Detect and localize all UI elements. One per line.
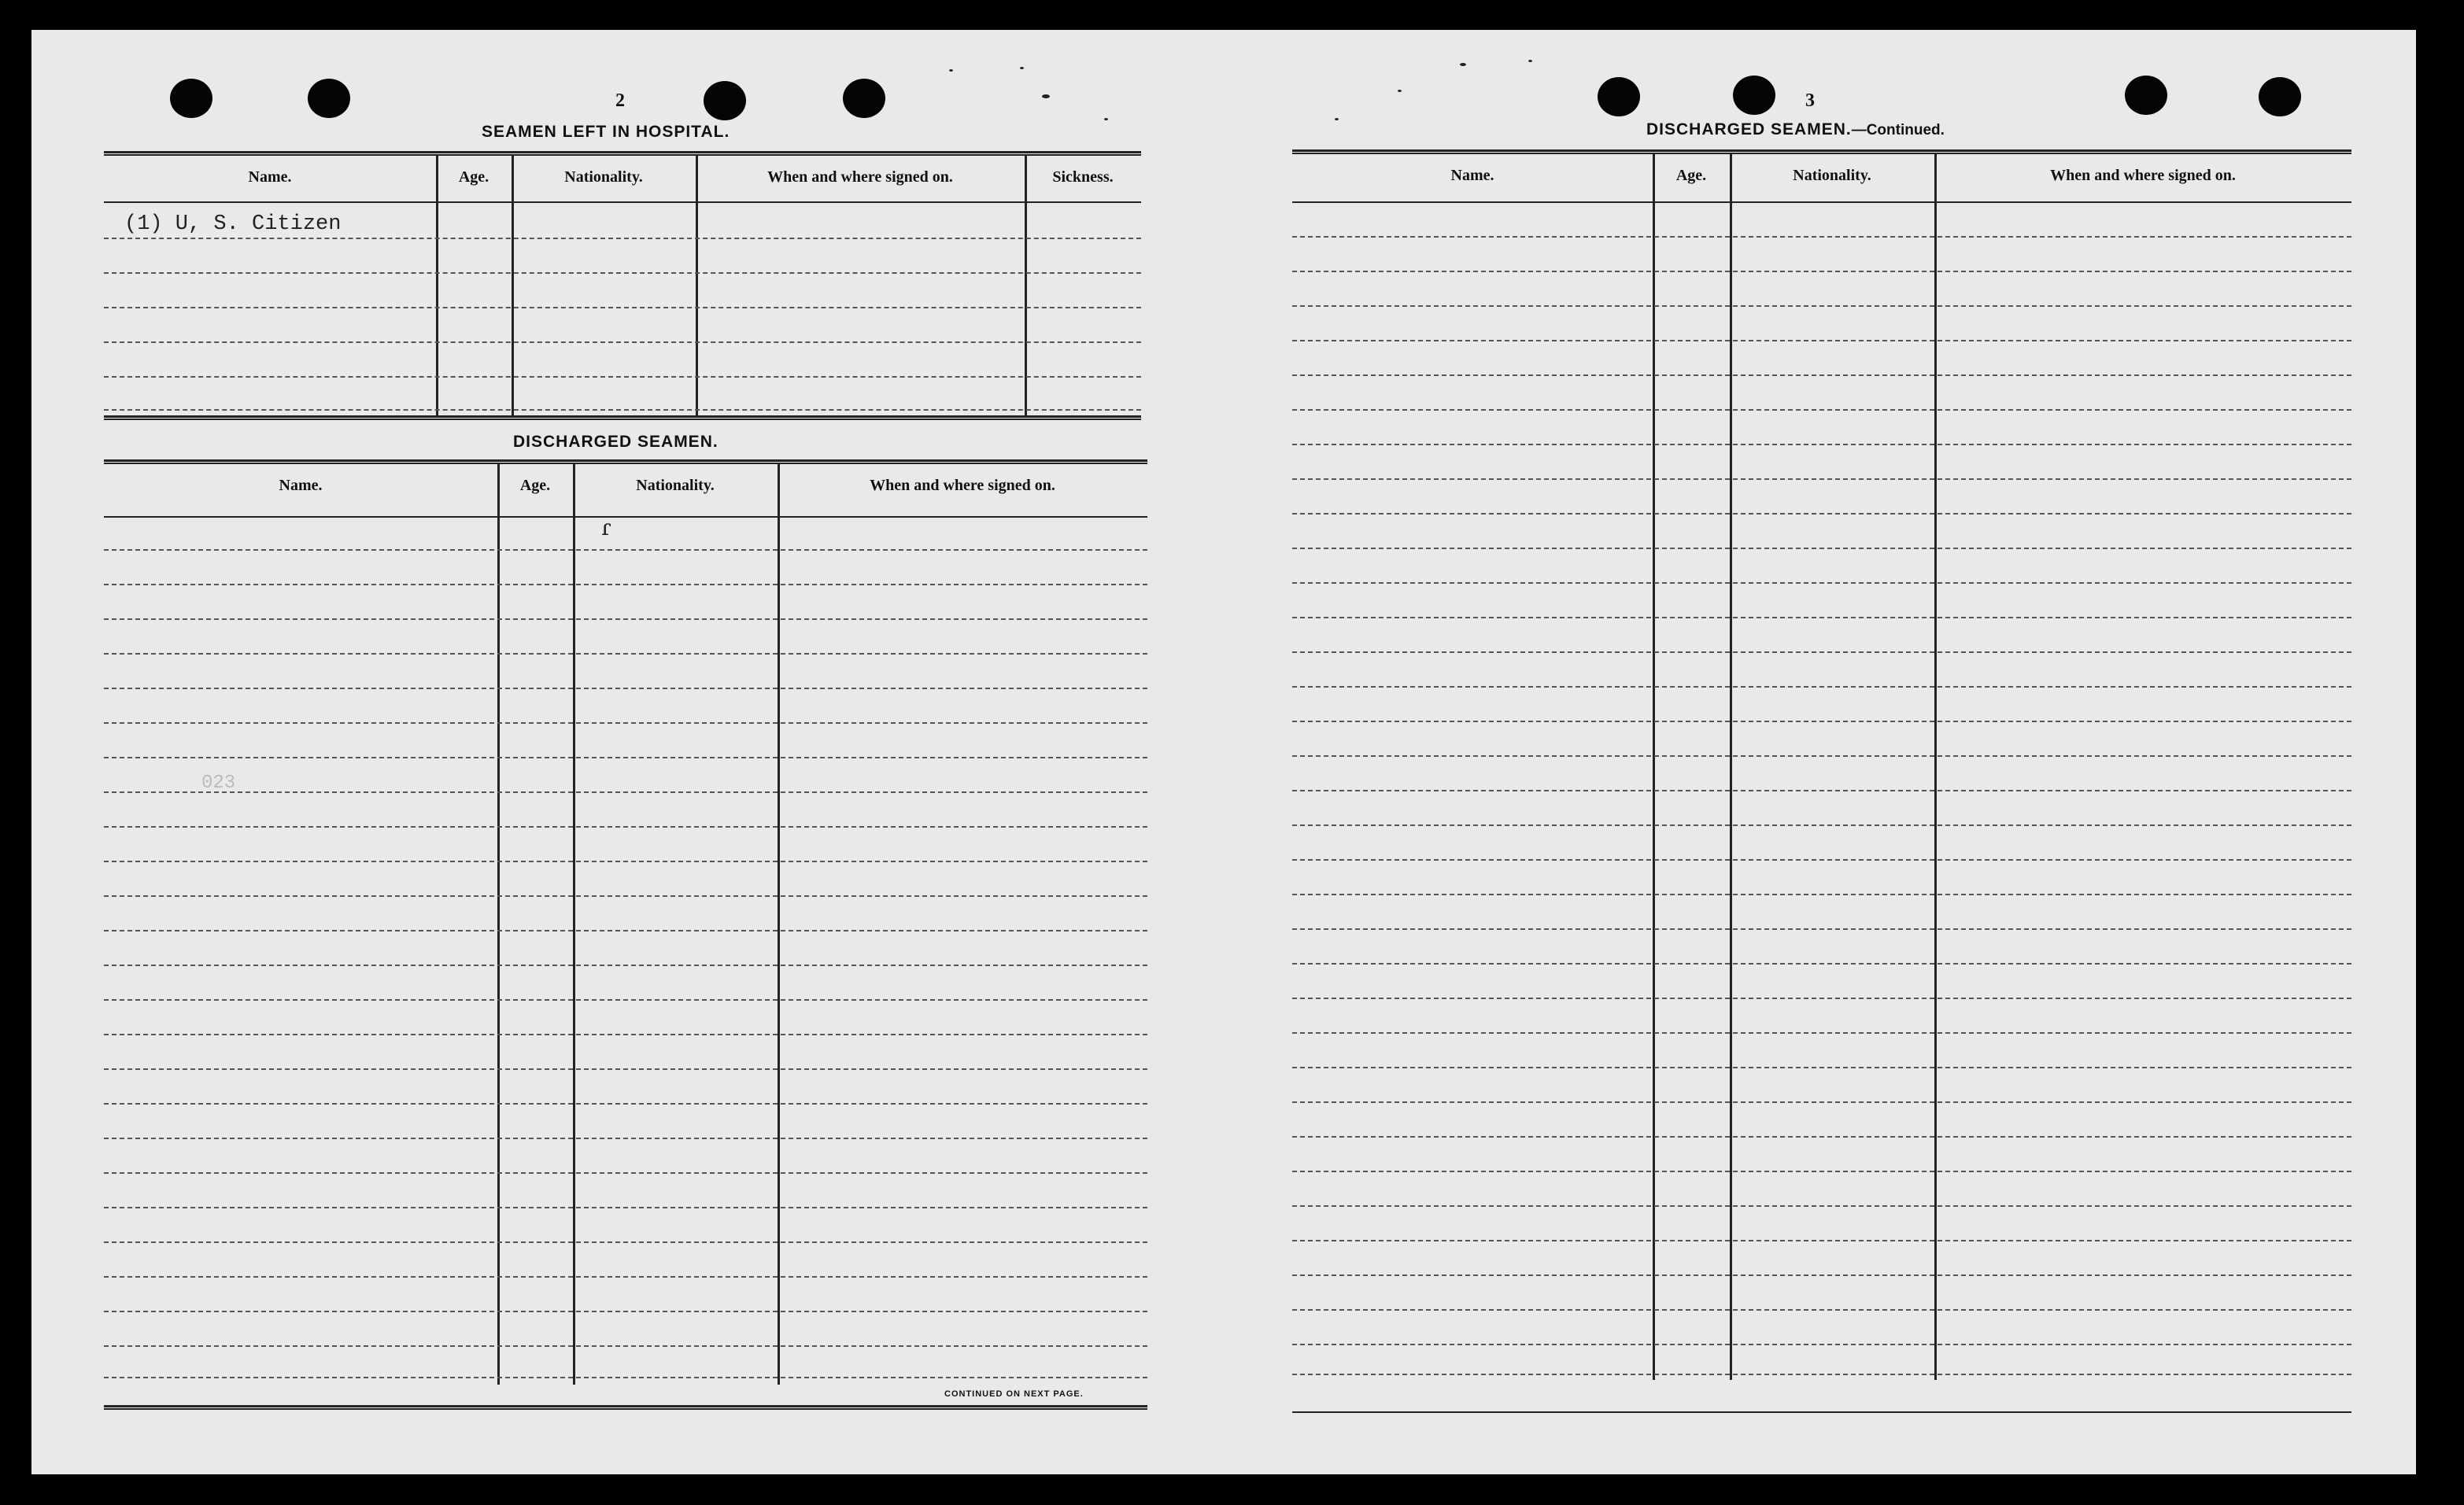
column-header-when-where: When and where signed on.: [2050, 167, 2236, 184]
punch-hole: [2125, 76, 2167, 115]
page-number-left: 2: [615, 90, 625, 111]
column-header-name: Name.: [279, 477, 323, 494]
column-header-age: Age.: [1675, 167, 1707, 184]
hospital-entry-name: (1) U, S. Citizen: [124, 212, 342, 236]
continued-footer: CONTINUED ON NEXT PAGE.: [944, 1389, 1084, 1399]
discharged-table-left: [104, 459, 1147, 1424]
discharged-continued-title-suffix: —Continued.: [1851, 122, 1945, 138]
discharged-continued-title-main: DISCHARGED SEAMEN.: [1646, 120, 1852, 138]
speck: [1528, 60, 1532, 62]
column-header-name: Name.: [248, 168, 292, 186]
discharged-table-right: [1292, 149, 2351, 1426]
speck: [1020, 67, 1024, 69]
column-header-nationality: Nationality.: [564, 168, 643, 186]
punch-hole: [843, 79, 885, 118]
punch-hole: [1733, 76, 1775, 115]
punch-hole: [1598, 77, 1640, 116]
hospital-section-title: SEAMEN LEFT IN HOSPITAL.: [482, 123, 730, 141]
speck: [1460, 63, 1466, 66]
column-header-sickness: Sickness.: [1052, 168, 1114, 186]
punch-hole: [308, 79, 350, 118]
discharged-section-title: DISCHARGED SEAMEN.: [513, 433, 719, 451]
document-sheet: [31, 30, 2416, 1474]
speck: [949, 69, 953, 72]
hospital-table: [104, 151, 1141, 455]
speck: [1398, 90, 1402, 92]
column-header-age: Age.: [519, 477, 551, 494]
column-header-when-where: When and where signed on.: [870, 477, 1055, 494]
handwritten-mark: ɾ: [601, 515, 611, 540]
column-header-name: Name.: [1450, 167, 1494, 184]
column-header-when-where: When and where signed on.: [767, 168, 953, 186]
discharged-continued-title: [1646, 120, 1945, 139]
speck: [1042, 94, 1050, 98]
faint-stamp: 023: [201, 773, 236, 794]
speck: [1335, 118, 1339, 120]
column-header-nationality: Nationality.: [1793, 167, 1871, 184]
page-number-right: 3: [1805, 90, 1815, 111]
punch-hole: [2259, 77, 2301, 116]
punch-hole: [170, 79, 212, 118]
column-header-nationality: Nationality.: [636, 477, 715, 494]
punch-hole: [704, 81, 746, 120]
speck: [1104, 118, 1108, 120]
column-header-age: Age.: [458, 168, 489, 186]
